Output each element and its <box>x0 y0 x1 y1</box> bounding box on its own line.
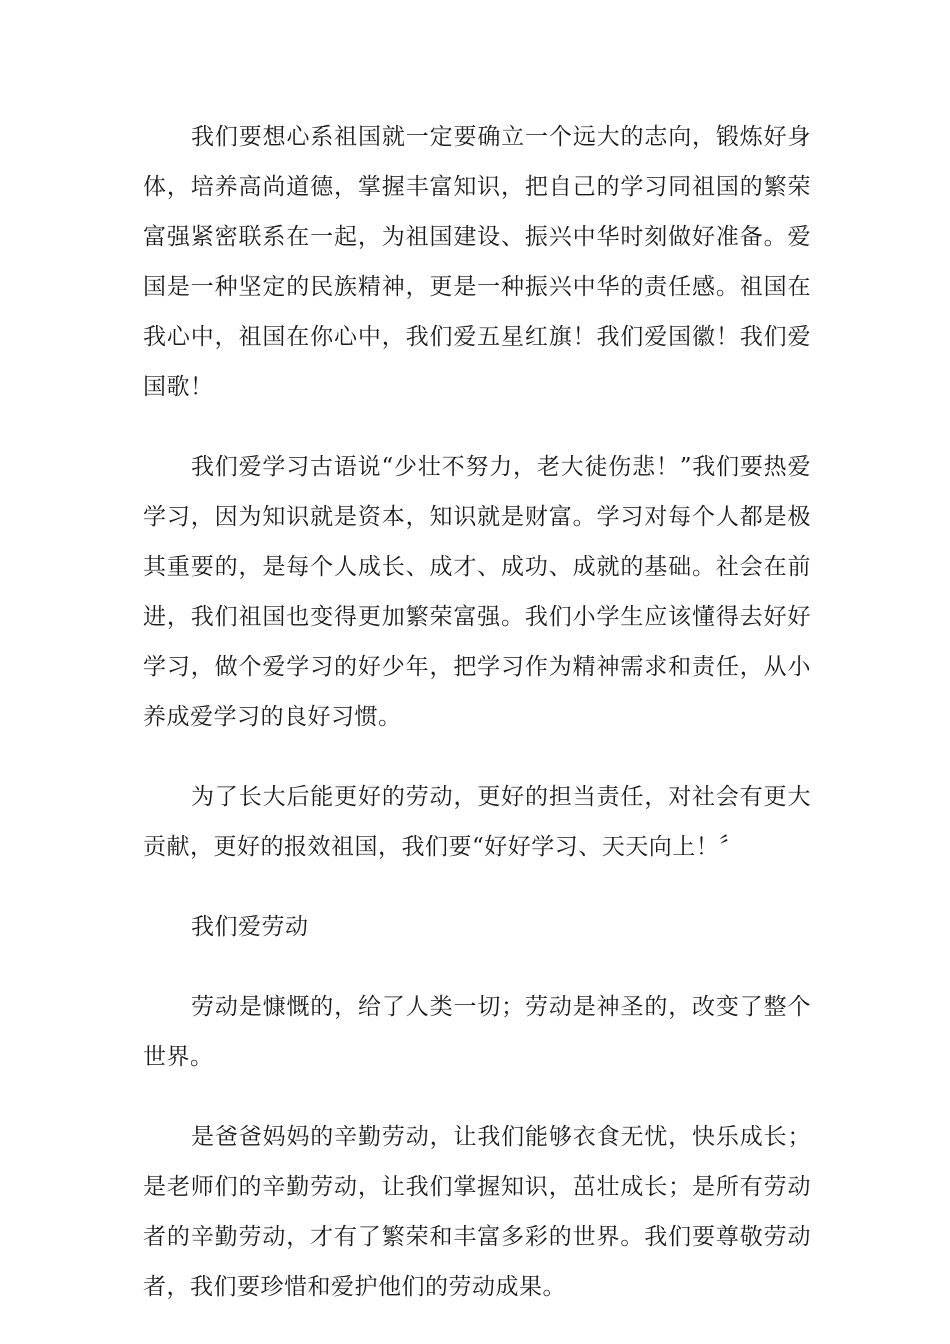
paragraph-patriotism: 我们要想心系祖国就一定要确立一个远大的志向，锻炼好身体，培养高尚道德，掌握丰富知识，把自己的学习同祖国的繁荣富强紧密联系在一起，为祖国建设、振兴中华时刻做好准备。爱国是一种坚定的民族精神，更是一种振兴中华的责任感。祖国在我心中，祖国在你心中，我们爱五星红旗！我们爱国徽！我们爱国歌！ <box>143 124 811 400</box>
paragraph-respect-workers: 是爸爸妈妈的辛勤劳动，让我们能够衣食无忧，快乐成长；是老师们的辛勤劳动，让我们掌握知识，茁壮成长；是所有劳动者的辛勤劳动，才有了繁荣和丰富多彩的世界。我们要尊敬劳动者，我们要珍惜和爱护他们的劳动成果。 <box>143 1124 811 1300</box>
paragraph-love-learning: 我们爱学习古语说“少壮不努力，老大徒伤悲！”我们要热爱学习，因为知识就是资本，知识就是财富。学习对每个人都是极其重要的，是每个人成长、成才、成功、成就的基础。社会在前进，我们祖国也变得更加繁荣富强。我们小学生应该懂得去好好学习，做个爱学习的好少年，把学习作为精神需求和责任，从小养成爱学习的良好习惯。 <box>143 454 811 730</box>
document-body <box>143 112 811 1342</box>
section-heading-love-labor: 我们爱劳动 <box>191 914 309 940</box>
paragraph-labor-generous: 劳动是慷慨的，给了人类一切；劳动是神圣的，改变了整个世界。 <box>143 994 811 1070</box>
paragraph-study-hard: 为了长大后能更好的劳动，更好的担当责任，对社会有更大贡献，更好的报效祖国，我们要“好好学习、天天向上！〞 <box>143 784 811 860</box>
